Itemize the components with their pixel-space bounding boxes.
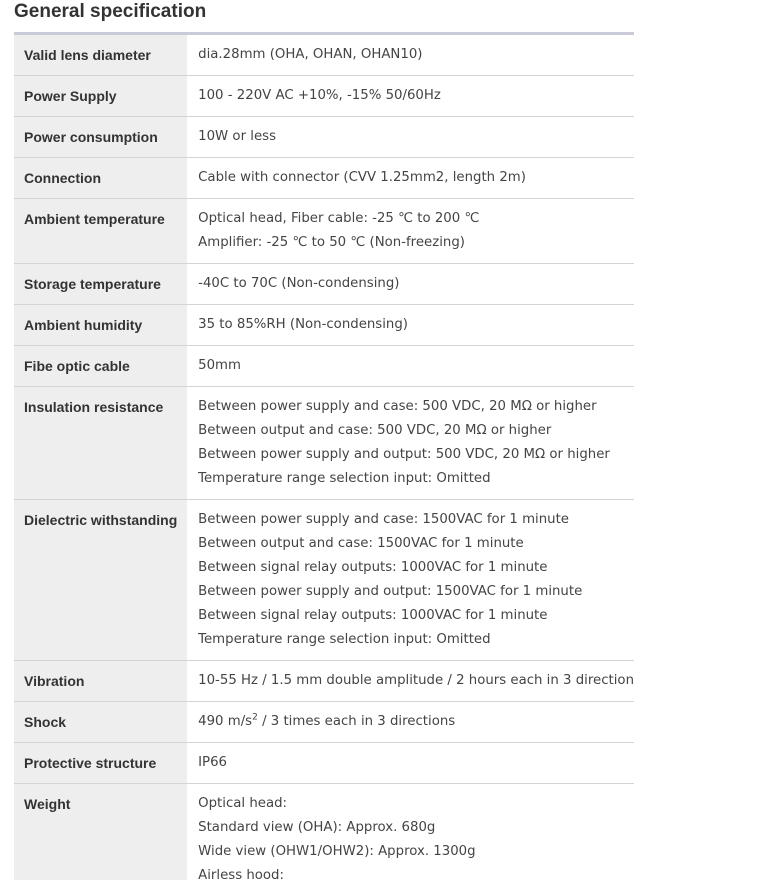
spec-value-line: Wide view (OHW1/OHW2): Approx. 1300g — [198, 844, 476, 859]
spec-value — [188, 784, 634, 880]
spec-value-line: Between power supply and case: 1500VAC for 1 minute — [198, 512, 569, 527]
spec-value-line: Cable with connector (CVV 1.25mm2, length 2m) — [198, 170, 526, 185]
table-row — [14, 158, 634, 199]
spec-value-line: Optical head, Fiber cable: -25 ℃ to 200 ℃ — [198, 211, 480, 226]
spec-label: Shock — [14, 702, 188, 743]
spec-value-line: Between power supply and output: 500 VDC, 20 MΩ or higher — [198, 447, 610, 462]
spec-label: Valid lens diameter — [14, 34, 188, 76]
table-row — [14, 305, 634, 346]
spec-value-line: Standard view (OHA): Approx. 680g — [198, 820, 436, 835]
shock-value-text: 490 m/s — [198, 714, 253, 729]
table-row — [14, 387, 634, 500]
page-title: General specification — [14, 1, 207, 22]
spec-table — [14, 32, 634, 880]
spec-label: Power Supply — [14, 76, 188, 117]
table-row — [14, 702, 634, 743]
spec-value-line: 50mm — [198, 358, 241, 373]
spec-value-line: 100 - 220V AC +10%, -15% 50/60Hz — [198, 88, 441, 103]
spec-value-line: 10W or less — [198, 129, 276, 144]
spec-label: Power consumption — [14, 117, 188, 158]
spec-value — [188, 346, 634, 387]
table-row — [14, 784, 634, 880]
spec-value-line: Between power supply and output: 1500VAC for 1 minute — [198, 584, 583, 599]
spec-value — [188, 76, 634, 117]
spec-value — [188, 199, 634, 264]
spec-label: Vibration — [14, 661, 188, 702]
spec-value-line — [198, 710, 634, 734]
table-row — [14, 199, 634, 264]
spec-value — [188, 158, 634, 199]
table-row — [14, 661, 634, 702]
spec-value — [188, 661, 634, 702]
spec-value-line: Amplifier: -25 ℃ to 50 ℃ (Non-freezing) — [198, 235, 465, 250]
spec-label: Storage temperature — [14, 264, 188, 305]
spec-value-line: IP66 — [198, 755, 228, 770]
spec-label: Ambient humidity — [14, 305, 188, 346]
spec-label: Weight — [14, 784, 188, 880]
spec-value-line: Airless hood: — [198, 868, 284, 880]
spec-value — [188, 500, 634, 661]
table-row — [14, 264, 634, 305]
table-row — [14, 117, 634, 158]
spec-value-line: Between output and case: 500 VDC, 20 MΩ or higher — [198, 423, 552, 438]
spec-label: Connection — [14, 158, 188, 199]
spec-value-line: Between signal relay outputs: 1000VAC for 1 minute — [198, 608, 548, 623]
spec-value — [188, 702, 634, 743]
table-row — [14, 34, 634, 76]
shock-exponent: 2 — [252, 712, 258, 723]
spec-value-line: Between power supply and case: 500 VDC, 20 MΩ or higher — [198, 399, 597, 414]
spec-value — [188, 743, 634, 784]
spec-value — [188, 264, 634, 305]
spec-value-line: 10-55 Hz / 1.5 mm double amplitude / 2 hours each in 3 direction — [198, 673, 634, 688]
spec-label: Fibe optic cable — [14, 346, 188, 387]
spec-label: Dielectric withstanding — [14, 500, 188, 661]
spec-value-line: Between output and case: 1500VAC for 1 minute — [198, 536, 524, 551]
shock-value-suffix: / 3 times each in 3 directions — [257, 714, 456, 729]
spec-value-line: dia.28mm (OHA, OHAN, OHAN10) — [198, 47, 423, 62]
spec-value-line: Between signal relay outputs: 1000VAC for 1 minute — [198, 560, 548, 575]
spec-value — [188, 305, 634, 346]
spec-label: Insulation resistance — [14, 387, 188, 500]
spec-value — [188, 34, 634, 76]
table-row — [14, 76, 634, 117]
table-row — [14, 500, 634, 661]
spec-value-line: -40C to 70C (Non-condensing) — [198, 276, 400, 291]
spec-value — [188, 387, 634, 500]
spec-value-line: 35 to 85%RH (Non-condensing) — [198, 317, 408, 332]
spec-value-line: Temperature range selection input: Omitted — [198, 471, 491, 486]
spec-value-line: Temperature range selection input: Omitted — [198, 632, 491, 647]
spec-label: Protective structure — [14, 743, 188, 784]
table-row — [14, 346, 634, 387]
spec-value — [188, 117, 634, 158]
spec-label: Ambient temperature — [14, 199, 188, 264]
table-row — [14, 743, 634, 784]
spec-value-line: Optical head: — [198, 796, 288, 811]
